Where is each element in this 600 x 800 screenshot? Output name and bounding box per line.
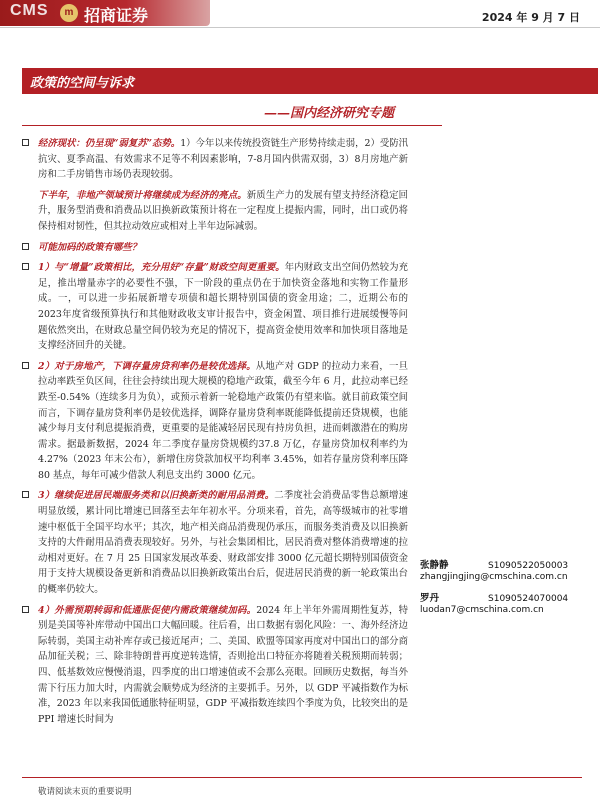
bullet-icon bbox=[22, 263, 29, 270]
company-logo bbox=[0, 0, 210, 26]
bullet-icon bbox=[22, 362, 29, 369]
paragraph-lead: 4）外需预期转弱和低通胀促使内需政策继续加码。 bbox=[38, 604, 257, 616]
footer-note: 敬请阅读末页的重要说明 bbox=[38, 787, 132, 797]
paragraph-real-estate bbox=[38, 359, 408, 484]
analyst-code: S1090522050003 bbox=[488, 561, 569, 571]
bullet-icon bbox=[22, 243, 29, 250]
title-banner bbox=[22, 68, 442, 94]
report-subtitle: ——国内经济研究专题 bbox=[263, 106, 394, 121]
paragraph-body: 2024 年上半年外需周期性复苏，特别是美国等补库带动中国出口大幅回暖。往后看，出口数据有弱化风险：一、海外经济边际转弱，美国主动补库存或已接近尾声；二、美国、欧盟等国家再度对中国出口的部分商品加征关税；三、除非特朗普再度逆转选情，否则抢出口特征亦将随着关税预期而转弱；四、低基数效应慢慢消退，四季度的出口增速值或不会那么亮眼。回顾历史数据，每当外需下行压力加大时，内需就会顺势成为经济的主要抓手。另外，以 GDP 平减指数作为标准，2023 年以来我国低通胀特征明显，GDP 平减指数连续四个季度为负，比较突出的是 PPI 增速长时间为 bbox=[38, 604, 409, 725]
analyst-email[interactable]: luodan7@cmschina.com.cn bbox=[420, 605, 544, 615]
bullet-icon bbox=[22, 606, 29, 613]
paragraph-lead: 可能加码的政策有哪些？ bbox=[38, 241, 142, 253]
paragraph-lead: 经济现状：仍呈现“弱复苏”态势。 bbox=[38, 138, 181, 149]
paragraph-body: 新质生产力的发展有望支持经济稳定回升，服务型消费和消费品以旧换新政策预计将在一定程度上提振内需，同时，出口或仍将保持相对韧性，但其拉动效应或相对上半年边际减弱。 bbox=[38, 189, 408, 232]
analyst-panel bbox=[420, 553, 590, 619]
report-body bbox=[38, 136, 408, 727]
paragraph-lead: 2）对于房地产，下调存量房贷利率仍是较优选择。 bbox=[38, 360, 256, 372]
paragraph-fiscal bbox=[38, 260, 408, 354]
paragraph-body: 年内财政支出空间仍然较为充足，推出增量赤字的必要性不强，下一阶段的重点仍在于加快资金落地和实物工作量形成。一，可以进一步拓展新增专项债和超长期特别国债的资金用途；二，近期公布的2023年度省级预算执行和其他财政收支审计报告中，资金闲置、项目推行进展缓慢等问题依然突出，在财政总量空间仍较为充足的情况下，提高资金使用效率和加快项目落地是支撑经济回升的关键。 bbox=[38, 262, 408, 352]
paragraph-lead: 3）继续促进居民端服务类和以旧换新类的耐用品消费。 bbox=[38, 490, 275, 502]
analyst-email[interactable]: zhangjingjing@cmschina.com.cn bbox=[420, 572, 568, 582]
logo-mark-icon: m bbox=[60, 4, 78, 22]
title-banner-extension bbox=[442, 68, 598, 94]
analyst-row bbox=[420, 586, 590, 605]
analyst-code: S1090524070004 bbox=[488, 594, 569, 604]
logo-cn: 招商证券 bbox=[84, 6, 149, 25]
paragraph-policy-question bbox=[38, 240, 408, 256]
report-title: 政策的空间与诉求 bbox=[30, 76, 135, 91]
bullet-icon bbox=[22, 139, 29, 146]
logo-en: CMS bbox=[10, 2, 49, 19]
footer-divider bbox=[22, 777, 582, 778]
title-divider bbox=[22, 125, 442, 126]
header-divider bbox=[0, 27, 600, 28]
page-header bbox=[0, 0, 600, 30]
paragraph-lead: 下半年，非地产领域预计将继续成为经济的亮点。 bbox=[38, 189, 247, 201]
paragraph-economy-status bbox=[38, 136, 408, 183]
paragraph-second-half bbox=[38, 188, 408, 235]
analyst-row bbox=[420, 553, 590, 572]
bullet-icon bbox=[22, 491, 29, 498]
paragraph-body: 从地产对 GDP 的拉动力来看，一旦拉动率跌至负区间，往往会持续出现大规模的稳地产政策，截至今年 6 月，此拉动率已经跌至-0.54%（连续多月为负），或预示着新一轮稳地产政策仍有望来临。就目前政策空间而言，下调存量房贷利率仍是较优选择，调降存量房贷利率既能降低提前还贷规模，也能减少每月支付利息提振消费，更重要的是能减轻居民现有持房负担，进而刺激潜在的购房需求。据最新数据，2024 年二季度存量房贷规模约37.8 万亿，存量房贷加权利率约为 4.27%（2023 年末公布），新增住房贷款加权平均利率 3.45%，如若存量房贷利率压降 80 基点，每年可减少借款人利息支出约 3000 亿元。 bbox=[38, 360, 408, 481]
report-date: 2024 年 9 月 7 日 bbox=[481, 11, 580, 24]
paragraph-lead: 1）与“增量”政策相比，充分用好“存量”财政空间更重要。 bbox=[38, 262, 285, 274]
analyst-name: 罗丹 bbox=[420, 593, 440, 604]
analyst-name: 张静静 bbox=[420, 560, 449, 571]
paragraph-body: 二季度社会消费品零售总额增速明显放缓，累计同比增速已回落至去年年初水平。分项来看，首先，高等级城市的社零增速中枢低于全国平均水平；其次，地产相关商品消费现仍承压，而服务类消费及以旧换新支持的大件耐用品消费表现较好。另外，与社会集团相比，居民消费对整体消费增速的拉动相对更好。在 7 月 25 日国家发展改革委、财政部安排 3000 亿元超长期特别国债资金用于支持大规模设备更新和消费品以旧换新政策出台后，促进居民消费的新一轮政策出台的概率仍较大。 bbox=[38, 490, 408, 596]
paragraph-external-demand bbox=[38, 603, 408, 728]
paragraph-consumption bbox=[38, 488, 408, 597]
paragraph-body: 1）今年以来传统投资链生产形势持续走弱，2）受防汛抗灾、夏季高温、有效需求不足等不利因素影响，7-8月国内供需双弱，3）8月房地产新房和二手房销售市场仍表现较弱。 bbox=[38, 138, 408, 181]
